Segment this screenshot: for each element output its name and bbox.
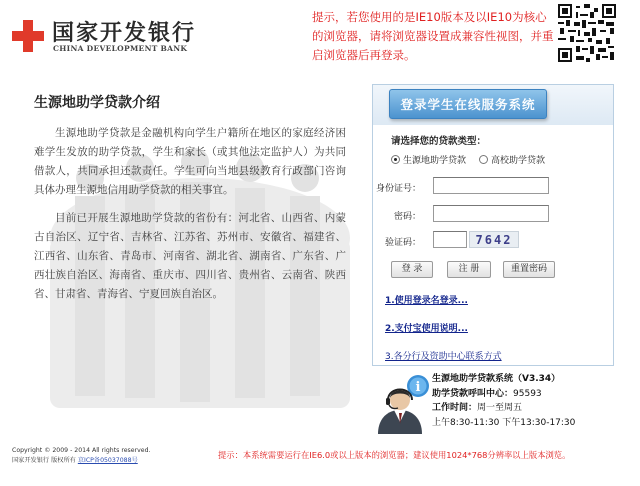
- id-number-label: 身份证号：: [375, 184, 421, 194]
- call-center-agent-icon: [372, 372, 432, 436]
- hotline-info: [372, 372, 622, 436]
- contact-centers-link[interactable]: 3.各分行及资助中心联系方式: [385, 352, 502, 362]
- captcha-label: 验证码：: [384, 238, 421, 248]
- password-label: 密码：: [393, 212, 421, 222]
- ie-compatibility-notice: 提示，若您使用的是IE10版本及以IE10为核心的浏览器，请将浏览器设置成兼容性视图，并重启浏览器后再登录。: [312, 10, 554, 62]
- id-number-input[interactable]: [433, 177, 549, 194]
- loan-type-option-local[interactable]: [391, 153, 466, 166]
- intro-text: [34, 124, 346, 313]
- captcha-input[interactable]: [433, 231, 467, 248]
- system-version: 生源地助学贷款系统（V3.34）: [432, 374, 561, 384]
- hours-label: 工作时间：: [432, 403, 478, 413]
- hotline-label: 助学贷款呼叫中心：: [432, 388, 514, 399]
- captcha-image[interactable]: 7642: [469, 231, 519, 248]
- brand-name-en: CHINA DEVELOPMENT BANK: [53, 44, 188, 53]
- icp-license-link[interactable]: 京ICP备05037088号: [77, 457, 138, 464]
- login-panel-title: 登录学生在线服务系统: [389, 89, 547, 119]
- radio-selected-icon[interactable]: [391, 155, 400, 164]
- browser-requirement-tip: 提示：本系统需要运行在IE6.0或以上版本的浏览器；建议使用1024*768分辨率以上版本浏览。: [218, 450, 571, 460]
- hours-time: 上午8:30-11:30 下午13:30-17:30: [432, 417, 576, 428]
- intro-paragraph-1: 生源地助学贷款是金融机构向学生户籍所在地区的家庭经济困难学生发放的助学贷款，学生和家长（或其他法定监护人）为共同借款人，共同承担还款责任。学生可向当地县级教育行政部门咨询具体办理生源地信用助学贷款的相关事宜。: [34, 127, 346, 196]
- hotline-number: 95593: [513, 388, 542, 399]
- loan-type-option-label: 高校助学贷款: [491, 156, 546, 166]
- hours-days: 周一至周五: [477, 403, 523, 413]
- register-button[interactable]: 注 册: [447, 261, 491, 278]
- copyright-owner: 国家开发银行 版权所有: [12, 457, 76, 464]
- hotline-text: [432, 372, 575, 430]
- intro-paragraph-2: 目前已开展生源地助学贷款的省份有：河北省、山西省、内蒙古自治区、辽宁省、吉林省、江苏省、苏州市、安徽省、福建省、江西省、山东省、青岛市、河南省、湖北省、湖南省、广东省、广西壮族自治区、海南省、重庆市、四川省、贵州省、云南省、陕西省、甘肃省、青海省、宁夏回族自治区。: [34, 212, 346, 300]
- radio-unselected-icon[interactable]: [479, 155, 488, 164]
- qr-code-icon: [558, 4, 616, 62]
- intro-title: 生源地助学贷款介绍: [34, 95, 160, 111]
- brand-name-cn: 国家开发银行: [52, 20, 197, 46]
- loan-type-option-label: 生源地助学贷款: [403, 156, 467, 166]
- cdb-logo-icon: [12, 20, 44, 52]
- loan-type-option-college[interactable]: [479, 153, 545, 166]
- login-panel: [372, 84, 614, 366]
- reset-password-button[interactable]: 重置密码: [503, 261, 555, 278]
- page-header: [0, 0, 640, 72]
- login-name-login-link[interactable]: 1.使用登录名登录...: [385, 296, 468, 306]
- login-button[interactable]: 登 录: [391, 261, 433, 278]
- password-input[interactable]: [433, 205, 549, 222]
- copyright-text: Copyright © 2009 - 2014 All rights reserved.: [12, 447, 151, 454]
- alipay-help-link[interactable]: 2.支付宝使用说明...: [385, 324, 468, 334]
- svg-text:i: i: [415, 380, 421, 395]
- copyright-block: [12, 446, 151, 466]
- loan-type-label: 请选择您的贷款类型：: [391, 136, 487, 147]
